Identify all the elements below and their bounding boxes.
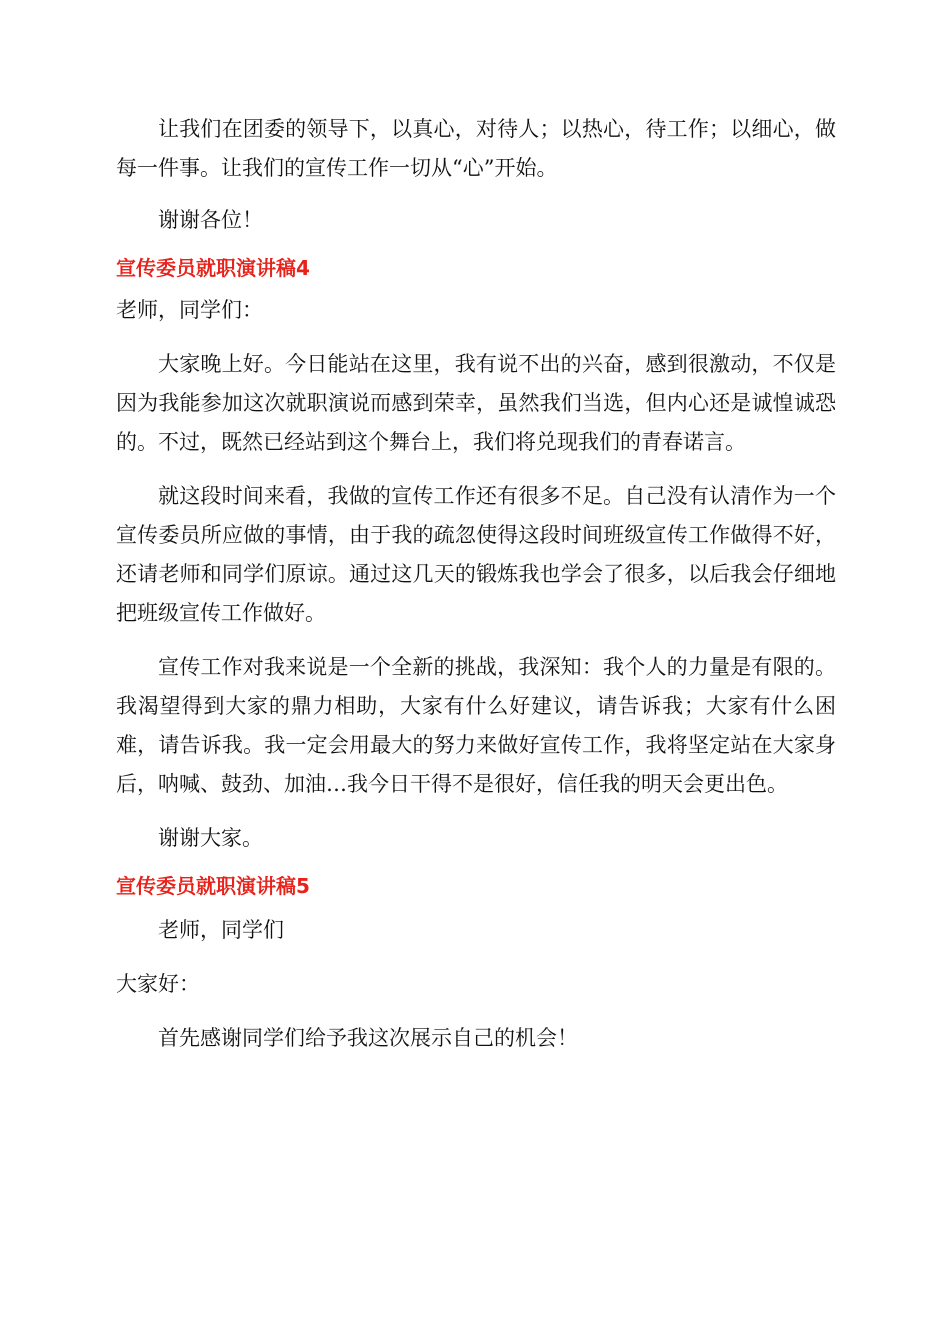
paragraph-salutation-2: 老师，同学们 bbox=[158, 918, 284, 942]
paragraph-greeting: 大家晚上好。今日能站在这里，我有说不出的兴奋，感到很激动，不仅是因为我能参加这次就职演说而感到荣幸，虽然我们当选，但内心还是诚惶诚恐的。不过，既然已经站到这个舞台上，我们将兑现我们的青春诺言。 bbox=[116, 352, 836, 454]
paragraph-thanks-everyone: 谢谢各位！ bbox=[158, 208, 263, 232]
section-heading-speech-4: 宣传委员就职演讲稿4 bbox=[116, 256, 310, 280]
document-body bbox=[116, 110, 836, 1058]
section-heading-speech-5: 宣传委员就职演讲稿5 bbox=[116, 874, 310, 898]
paragraph-salutation: 老师，同学们： bbox=[116, 298, 263, 322]
paragraph-challenge: 宣传工作对我来说是一个全新的挑战，我深知：我个人的力量是有限的。我渴望得到大家的鼎力相助，大家有什么好建议，请告诉我；大家有什么困难，请告诉我。我一定会用最大的努力来做好宣传工作，我将坚定站在大家身后，呐喊、鼓劲、加油…我今日干得不是很好，信任我的明天会更出色。 bbox=[116, 655, 836, 796]
paragraph-thanks-all: 谢谢大家。 bbox=[158, 826, 263, 850]
paragraph-hello: 大家好： bbox=[116, 972, 200, 996]
paragraph-gratitude: 首先感谢同学们给予我这次展示自己的机会！ bbox=[158, 1026, 578, 1050]
paragraph-self-review: 就这段时间来看，我做的宣传工作还有很多不足。自己没有认清作为一个宣传委员所应做的事情，由于我的疏忽使得这段时间班级宣传工作做得不好，还请老师和同学们原谅。通过这几天的锻炼我也学会了很多，以后我会仔细地把班级宣传工作做好。 bbox=[116, 484, 836, 625]
paragraph-closing-pledge: 让我们在团委的领导下，以真心，对待人；以热心，待工作；以细心，做每一件事。让我们的宣传工作一切从“心”开始。 bbox=[116, 117, 836, 180]
